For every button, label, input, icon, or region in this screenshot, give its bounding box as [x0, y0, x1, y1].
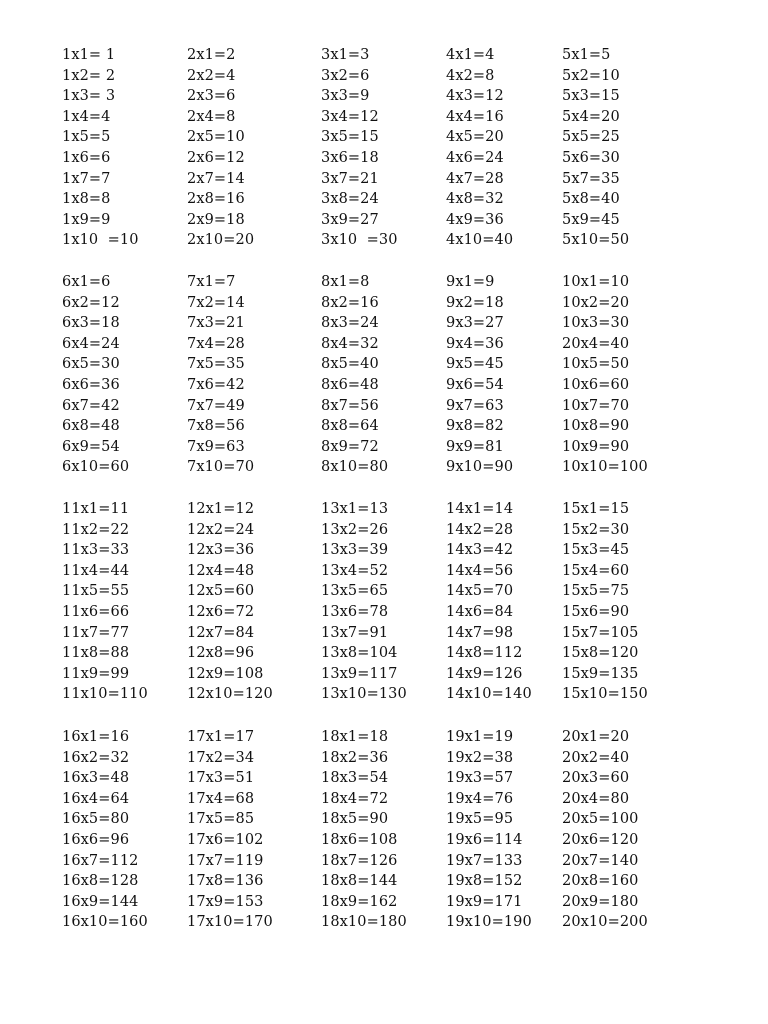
table-line: 19x4=76: [446, 790, 514, 807]
table-line: 12x5=60: [187, 583, 255, 600]
table-line: 2x6=12: [187, 149, 245, 166]
table-line: 9x7=63: [446, 397, 504, 414]
table-line: 6x3=18: [62, 315, 120, 332]
table-line: 20x6=120: [562, 831, 639, 848]
table-line: 6x9=54: [62, 438, 120, 455]
table-line: 16x5=80: [62, 811, 130, 828]
table-line: 18x4=72: [321, 790, 389, 807]
table-line: 11x10=110: [62, 686, 148, 703]
table-line: 19x9=171: [446, 893, 523, 910]
table-line: 20x4=80: [562, 790, 630, 807]
table-9x: [446, 272, 513, 478]
table-line: 1x4=4: [62, 108, 111, 125]
table-line: 19x3=57: [446, 770, 514, 787]
table-line: 6x4=24: [62, 335, 120, 352]
table-line: 9x9=81: [446, 438, 504, 455]
table-line: 16x10=160: [62, 914, 148, 931]
table-line: 15x9=135: [562, 665, 639, 682]
table-line: 7x1=7: [187, 274, 236, 290]
table-line: 10x8=90: [562, 418, 630, 435]
table-line: 2x4=8: [187, 108, 236, 125]
table-line: 14x1=14: [446, 501, 514, 517]
table-line: 4x7=28: [446, 170, 504, 187]
table-line: 18x5=90: [321, 811, 389, 828]
table-line: 3x10 =30: [321, 232, 398, 249]
table-line: 2x7=14: [187, 170, 245, 187]
table-line: 13x4=52: [321, 562, 389, 579]
table-line: 15x8=120: [562, 645, 639, 662]
table-line: 13x9=117: [321, 665, 398, 682]
table-line: 3x3=9: [321, 88, 370, 105]
table-line: 3x1=3: [321, 47, 370, 63]
table-line: 3x9=27: [321, 211, 379, 228]
table-20x: [562, 727, 648, 933]
table-2x: [187, 45, 254, 251]
table-line: 11x4=44: [62, 562, 130, 579]
table-line: 18x9=162: [321, 893, 398, 910]
table-line: 9x5=45: [446, 356, 504, 373]
table-line: 12x8=96: [187, 645, 255, 662]
table-line: 19x8=152: [446, 873, 523, 890]
table-line: 19x6=114: [446, 831, 523, 848]
table-line: 15x5=75: [562, 583, 630, 600]
table-19x: [446, 727, 532, 933]
table-line: 16x7=112: [62, 852, 139, 869]
table-line: 5x7=35: [562, 170, 620, 187]
table-line: 10x10=100: [562, 459, 648, 476]
table-line: 8x1=8: [321, 274, 370, 290]
table-line: 3x7=21: [321, 170, 379, 187]
table-line: 1x3= 3: [62, 88, 116, 105]
table-line: 20x7=140: [562, 852, 639, 869]
table-line: 12x10=120: [187, 686, 273, 703]
table-line: 14x8=112: [446, 645, 523, 662]
table-line: 20x1=20: [562, 729, 630, 745]
table-line: 6x10=60: [62, 459, 130, 476]
table-line: 16x9=144: [62, 893, 139, 910]
table-line: 14x2=28: [446, 521, 514, 538]
table-line: 13x2=26: [321, 521, 389, 538]
table-line: 18x6=108: [321, 831, 398, 848]
table-line: 8x10=80: [321, 459, 389, 476]
table-line: 9x6=54: [446, 376, 504, 393]
table-line: 16x2=32: [62, 749, 130, 766]
table-line: 1x1= 1: [62, 47, 116, 63]
table-line: 9x2=18: [446, 294, 504, 311]
table-5x: [562, 45, 629, 251]
table-line: 17x5=85: [187, 811, 255, 828]
table-line: 4x3=12: [446, 88, 504, 105]
table-line: 4x5=20: [446, 129, 504, 146]
table-line: 7x3=21: [187, 315, 245, 332]
table-line: 3x2=6: [321, 67, 370, 84]
table-line: 11x8=88: [62, 645, 130, 662]
table-line: 16x3=48: [62, 770, 130, 787]
table-4x: [446, 45, 513, 251]
table-line: 8x6=48: [321, 376, 379, 393]
table-line: 5x9=45: [562, 211, 620, 228]
table-line: 19x1=19: [446, 729, 514, 745]
table-line: 6x2=12: [62, 294, 120, 311]
table-line: 3x8=24: [321, 191, 379, 208]
table-line: 4x6=24: [446, 149, 504, 166]
table-line: 15x1=15: [562, 501, 630, 517]
table-line: 2x8=16: [187, 191, 245, 208]
table-line: 9x1=9: [446, 274, 495, 290]
table-line: 16x8=128: [62, 873, 139, 890]
table-line: 10x1=10: [562, 274, 630, 290]
table-line: 11x3=33: [62, 542, 130, 559]
table-line: 8x2=16: [321, 294, 379, 311]
table-line: 19x7=133: [446, 852, 523, 869]
table-line: 3x5=15: [321, 129, 379, 146]
table-line: 15x6=90: [562, 603, 630, 620]
table-line: 19x2=38: [446, 749, 514, 766]
table-line: 7x7=49: [187, 397, 245, 414]
table-line: 15x2=30: [562, 521, 630, 538]
table-line: 7x5=35: [187, 356, 245, 373]
table-line: 11x1=11: [62, 501, 130, 517]
table-line: 10x7=70: [562, 397, 630, 414]
table-line: 20x3=60: [562, 770, 630, 787]
table-line: 17x6=102: [187, 831, 264, 848]
table-line: 14x7=98: [446, 624, 514, 641]
table-line: 1x8=8: [62, 191, 111, 208]
table-line: 4x9=36: [446, 211, 504, 228]
table-line: 10x9=90: [562, 438, 630, 455]
table-line: 18x3=54: [321, 770, 389, 787]
table-line: 3x4=12: [321, 108, 379, 125]
table-11x: [62, 499, 148, 705]
table-line: 7x10=70: [187, 459, 255, 476]
table-line: 16x4=64: [62, 790, 130, 807]
table-1x: [62, 45, 139, 251]
table-line: 12x6=72: [187, 603, 255, 620]
table-8x: [321, 272, 388, 478]
table-line: 11x2=22: [62, 521, 130, 538]
table-line: 19x10=190: [446, 914, 532, 931]
table-line: 2x9=18: [187, 211, 245, 228]
table-line: 5x1=5: [562, 47, 611, 63]
table-6x: [62, 272, 129, 478]
table-line: 7x8=56: [187, 418, 245, 435]
table-line: 6x5=30: [62, 356, 120, 373]
table-line: 20x8=160: [562, 873, 639, 890]
table-line: 5x8=40: [562, 191, 620, 208]
table-17x: [187, 727, 273, 933]
table-line: 17x10=170: [187, 914, 273, 931]
table-line: 18x8=144: [321, 873, 398, 890]
table-line: 12x3=36: [187, 542, 255, 559]
table-line: 10x5=50: [562, 356, 630, 373]
table-line: 18x10=180: [321, 914, 407, 931]
table-line: 17x7=119: [187, 852, 264, 869]
table-line: 12x2=24: [187, 521, 255, 538]
table-line: 17x8=136: [187, 873, 264, 890]
table-line: 2x10=20: [187, 232, 255, 249]
table-line: 4x4=16: [446, 108, 504, 125]
table-line: 16x6=96: [62, 831, 130, 848]
table-line: 16x1=16: [62, 729, 130, 745]
table-15x: [562, 499, 648, 705]
table-line: 7x6=42: [187, 376, 245, 393]
table-line: 5x4=20: [562, 108, 620, 125]
table-line: 2x1=2: [187, 47, 236, 63]
table-line: 14x4=56: [446, 562, 514, 579]
table-line: 1x7=7: [62, 170, 111, 187]
table-line: 3x6=18: [321, 149, 379, 166]
table-line: 12x4=48: [187, 562, 255, 579]
table-line: 19x5=95: [446, 811, 514, 828]
table-line: 14x5=70: [446, 583, 514, 600]
table-7x: [187, 272, 254, 478]
table-line: 2x2=4: [187, 67, 236, 84]
table-line: 18x7=126: [321, 852, 398, 869]
table-line: 4x1=4: [446, 47, 495, 63]
table-14x: [446, 499, 532, 705]
table-line: 20x2=40: [562, 749, 630, 766]
table-line: 13x7=91: [321, 624, 389, 641]
table-line: 20x4=40: [562, 335, 630, 352]
table-line: 17x2=34: [187, 749, 255, 766]
table-line: 13x1=13: [321, 501, 389, 517]
table-line: 5x10=50: [562, 232, 630, 249]
table-18x: [321, 727, 407, 933]
table-line: 10x2=20: [562, 294, 630, 311]
table-line: 18x1=18: [321, 729, 389, 745]
table-line: 1x5=5: [62, 129, 111, 146]
table-line: 15x7=105: [562, 624, 639, 641]
table-line: 20x9=180: [562, 893, 639, 910]
table-line: 12x1=12: [187, 501, 255, 517]
table-line: 5x5=25: [562, 129, 620, 146]
table-10x: [562, 272, 648, 478]
table-line: 11x7=77: [62, 624, 130, 641]
table-line: 12x7=84: [187, 624, 255, 641]
table-3x: [321, 45, 398, 251]
table-line: 10x6=60: [562, 376, 630, 393]
table-line: 2x3=6: [187, 88, 236, 105]
table-line: 10x3=30: [562, 315, 630, 332]
table-line: 9x8=82: [446, 418, 504, 435]
table-line: 8x4=32: [321, 335, 379, 352]
table-line: 14x9=126: [446, 665, 523, 682]
table-line: 1x10 =10: [62, 232, 139, 249]
table-line: 18x2=36: [321, 749, 389, 766]
table-line: 12x9=108: [187, 665, 264, 682]
table-line: 9x3=27: [446, 315, 504, 332]
table-line: 5x3=15: [562, 88, 620, 105]
table-line: 7x4=28: [187, 335, 245, 352]
table-line: 14x10=140: [446, 686, 532, 703]
table-line: 1x2= 2: [62, 67, 116, 84]
table-line: 2x5=10: [187, 129, 245, 146]
table-line: 17x3=51: [187, 770, 255, 787]
table-line: 11x9=99: [62, 665, 130, 682]
table-line: 1x9=9: [62, 211, 111, 228]
table-line: 8x7=56: [321, 397, 379, 414]
table-line: 17x1=17: [187, 729, 255, 745]
table-line: 13x8=104: [321, 645, 398, 662]
table-line: 8x9=72: [321, 438, 379, 455]
table-line: 6x8=48: [62, 418, 120, 435]
table-line: 1x6=6: [62, 149, 111, 166]
table-line: 8x5=40: [321, 356, 379, 373]
table-line: 6x1=6: [62, 274, 111, 290]
table-line: 13x10=130: [321, 686, 407, 703]
table-line: 14x6=84: [446, 603, 514, 620]
table-line: 17x9=153: [187, 893, 264, 910]
table-line: 20x10=200: [562, 914, 648, 931]
table-line: 11x6=66: [62, 603, 130, 620]
table-line: 17x4=68: [187, 790, 255, 807]
table-line: 20x5=100: [562, 811, 639, 828]
table-line: 15x4=60: [562, 562, 630, 579]
table-line: 4x2=8: [446, 67, 495, 84]
table-line: 6x6=36: [62, 376, 120, 393]
table-line: 15x3=45: [562, 542, 630, 559]
table-line: 11x5=55: [62, 583, 130, 600]
table-line: 4x10=40: [446, 232, 514, 249]
table-16x: [62, 727, 148, 933]
table-line: 6x7=42: [62, 397, 120, 414]
table-line: 4x8=32: [446, 191, 504, 208]
table-line: 9x4=36: [446, 335, 504, 352]
table-line: 13x6=78: [321, 603, 389, 620]
table-line: 15x10=150: [562, 686, 648, 703]
table-line: 14x3=42: [446, 542, 514, 559]
table-line: 5x2=10: [562, 67, 620, 84]
table-line: 8x3=24: [321, 315, 379, 332]
table-line: 13x3=39: [321, 542, 389, 559]
table-line: 13x5=65: [321, 583, 389, 600]
table-line: 5x6=30: [562, 149, 620, 166]
table-line: 7x9=63: [187, 438, 245, 455]
table-line: 7x2=14: [187, 294, 245, 311]
table-line: 8x8=64: [321, 418, 379, 435]
table-13x: [321, 499, 407, 705]
table-line: 9x10=90: [446, 459, 514, 476]
table-12x: [187, 499, 273, 705]
